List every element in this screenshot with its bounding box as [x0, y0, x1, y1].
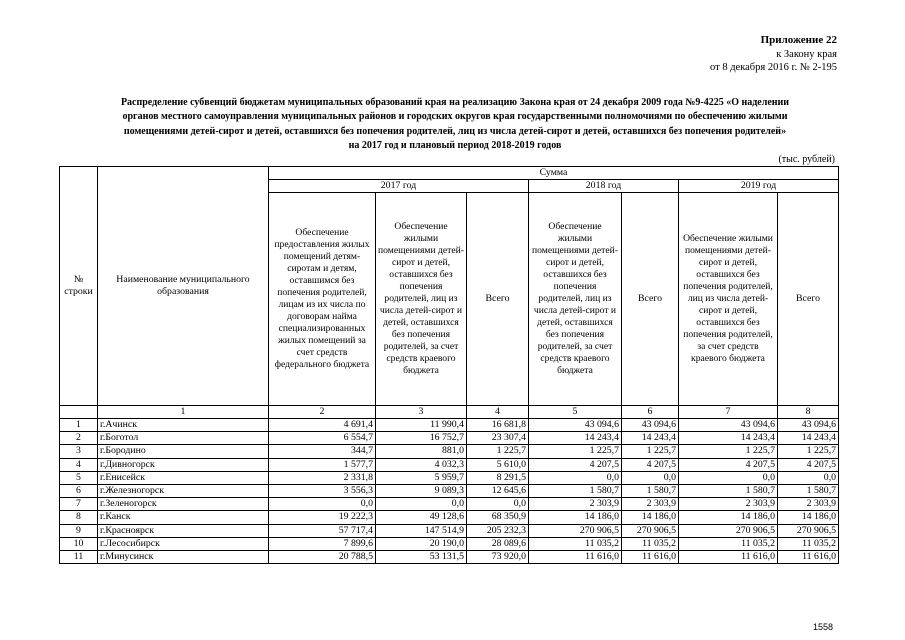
table-row [60, 524, 839, 537]
row-number: 10 [60, 537, 98, 550]
cell-2018-total: 2 303,9 [622, 498, 679, 511]
cell-2018-regional: 1 580,7 [529, 484, 622, 497]
column-number: 1 [98, 406, 269, 419]
cell-2017-federal: 20 788,5 [269, 550, 376, 563]
table-row [60, 484, 839, 497]
cell-2019-total: 14 243,4 [778, 432, 839, 445]
cell-2019-total: 11 035,2 [778, 537, 839, 550]
cell-2017-total: 5 610,0 [467, 458, 529, 471]
table-row [60, 550, 839, 563]
cell-2017-regional: 49 128,6 [376, 511, 467, 524]
cell-2017-federal: 0,0 [269, 498, 376, 511]
header-2017-total: Всего [467, 193, 529, 406]
municipality-name: г.Енисейск [98, 471, 269, 484]
row-number: 6 [60, 484, 98, 497]
cell-2017-federal: 3 556,3 [269, 484, 376, 497]
cell-2019-regional: 14 186,0 [679, 511, 778, 524]
header-2018-total: Всего [622, 193, 679, 406]
cell-2018-regional: 14 243,4 [529, 432, 622, 445]
cell-2017-regional: 5 959,7 [376, 471, 467, 484]
cell-2019-total: 2 303,9 [778, 498, 839, 511]
header-2019-regional: Обеспечение жилыми помещениями детей-сирот и детей, оставшихся без попечения родителей, лиц из числа детей-сирот и детей, оставшихся без попечения родителей, за счет средств краевого бюджета [679, 193, 778, 406]
cell-2017-total: 73 920,0 [467, 550, 529, 563]
cell-2019-total: 1 580,7 [778, 484, 839, 497]
title-line-1: Распределение субвенций бюджетам муниципальных образований края на реализацию Закона края от 24 декабря 2009 года №9-4225 «О наделении [120, 97, 790, 108]
cell-2018-regional: 14 186,0 [529, 511, 622, 524]
cell-2018-total: 11 616,0 [622, 550, 679, 563]
cell-2019-regional: 11 035,2 [679, 537, 778, 550]
table-row [60, 471, 839, 484]
cell-2019-regional: 14 243,4 [679, 432, 778, 445]
cell-2017-total: 8 291,5 [467, 471, 529, 484]
cell-2017-federal: 7 899,6 [269, 537, 376, 550]
cell-2018-regional: 1 225,7 [529, 445, 622, 458]
column-number-row [60, 406, 839, 419]
cell-2017-regional: 11 990,4 [376, 419, 467, 432]
cell-2019-total: 270 906,5 [778, 524, 839, 537]
cell-2019-regional: 0,0 [679, 471, 778, 484]
cell-2017-total: 28 089,6 [467, 537, 529, 550]
column-number: 7 [679, 406, 778, 419]
cell-2019-total: 0,0 [778, 471, 839, 484]
column-number: 5 [529, 406, 622, 419]
cell-2018-total: 1 225,7 [622, 445, 679, 458]
column-number: 3 [376, 406, 467, 419]
cell-2019-regional: 43 094,6 [679, 419, 778, 432]
header-year-2018: 2018 год [529, 180, 679, 193]
column-number: 8 [778, 406, 839, 419]
municipality-name: г.Ачинск [98, 419, 269, 432]
table-row [60, 445, 839, 458]
municipality-name: г.Железногорск [98, 484, 269, 497]
cell-2018-total: 14 186,0 [622, 511, 679, 524]
cell-2018-regional: 11 616,0 [529, 550, 622, 563]
table-row [60, 498, 839, 511]
cell-2017-federal: 19 222,3 [269, 511, 376, 524]
header-sum: Сумма [269, 167, 839, 180]
column-number: 6 [622, 406, 679, 419]
column-number: 4 [467, 406, 529, 419]
page-number: 1558 [812, 622, 833, 632]
row-number: 1 [60, 419, 98, 432]
municipality-name: г.Дивногорск [98, 458, 269, 471]
cell-2017-regional: 147 514,9 [376, 524, 467, 537]
cell-2018-total: 4 207,5 [622, 458, 679, 471]
cell-2017-regional: 16 752,7 [376, 432, 467, 445]
header-year-2017: 2017 год [269, 180, 529, 193]
cell-2017-federal: 4 691,4 [269, 419, 376, 432]
appendix-date: от 8 декабря 2016 г. № 2-195 [710, 62, 837, 73]
municipality-name: г.Боготол [98, 432, 269, 445]
table-row [60, 537, 839, 550]
cell-2019-total: 14 186,0 [778, 511, 839, 524]
table-row [60, 511, 839, 524]
row-number: 5 [60, 471, 98, 484]
appendix-law: к Закону края [776, 48, 837, 60]
header-2017-regional: Обеспечение жилыми помещениями детей-сирот и детей, оставшихся без попечения родителей, лиц из числа детей-сирот и детей, оставшихся без попечения родителей, за счет средств краевого бюджета [376, 193, 467, 406]
column-number-blank [60, 406, 98, 419]
municipality-name: г.Зеленогорск [98, 498, 269, 511]
cell-2017-regional: 20 190,0 [376, 537, 467, 550]
cell-2017-federal: 2 331,8 [269, 471, 376, 484]
cell-2018-total: 11 035,2 [622, 537, 679, 550]
municipality-name: г.Минусинск [98, 550, 269, 563]
title-line-2: органов местного самоуправления муниципальных районов и городских округов края государственными полномочиями по обеспечению жилыми [122, 111, 788, 123]
cell-2019-regional: 4 207,5 [679, 458, 778, 471]
cell-2018-regional: 2 303,9 [529, 498, 622, 511]
cell-2019-total: 4 207,5 [778, 458, 839, 471]
cell-2017-federal: 57 717,4 [269, 524, 376, 537]
cell-2018-regional: 43 094,6 [529, 419, 622, 432]
cell-2017-regional: 9 089,3 [376, 484, 467, 497]
row-number: 4 [60, 458, 98, 471]
cell-2017-regional: 53 131,5 [376, 550, 467, 563]
cell-2017-federal: 6 554,7 [269, 432, 376, 445]
municipality-name: г.Красноярск [98, 524, 269, 537]
header-municipality-name: Наименование муниципального образования [98, 167, 269, 406]
row-number: 2 [60, 432, 98, 445]
cell-2019-regional: 11 616,0 [679, 550, 778, 563]
document-title [75, 96, 835, 153]
title-line-4: на 2017 год и плановый период 2018-2019 годов [348, 139, 562, 151]
cell-2017-federal: 344,7 [269, 445, 376, 458]
cell-2018-total: 1 580,7 [622, 484, 679, 497]
cell-2019-total: 43 094,6 [778, 419, 839, 432]
column-number: 2 [269, 406, 376, 419]
cell-2018-regional: 0,0 [529, 471, 622, 484]
cell-2017-regional: 4 032,3 [376, 458, 467, 471]
cell-2017-total: 68 350,9 [467, 511, 529, 524]
cell-2018-regional: 11 035,2 [529, 537, 622, 550]
cell-2019-regional: 270 906,5 [679, 524, 778, 537]
header-2019-total: Всего [778, 193, 839, 406]
title-line-3: помещениями детей-сирот и детей, оставшихся без попечения родителей, лиц из числа детей-сирот и детей, оставшихся без попечения родителей» [123, 125, 787, 137]
cell-2018-total: 14 243,4 [622, 432, 679, 445]
header-row-number: № строки [60, 167, 98, 406]
municipality-name: г.Бородино [98, 445, 269, 458]
cell-2018-total: 0,0 [622, 471, 679, 484]
row-number: 3 [60, 445, 98, 458]
header-year-2019: 2019 год [679, 180, 839, 193]
cell-2017-total: 12 645,6 [467, 484, 529, 497]
cell-2019-total: 1 225,7 [778, 445, 839, 458]
appendix-block [710, 34, 837, 75]
cell-2019-total: 11 616,0 [778, 550, 839, 563]
row-number: 11 [60, 550, 98, 563]
appendix-title: Приложение 22 [760, 34, 837, 46]
row-number: 9 [60, 524, 98, 537]
table-row [60, 419, 839, 432]
table-row [60, 432, 839, 445]
cell-2017-regional: 881,0 [376, 445, 467, 458]
cell-2017-total: 23 307,4 [467, 432, 529, 445]
units-label: (тыс. рублей) [778, 154, 835, 165]
cell-2019-regional: 1 225,7 [679, 445, 778, 458]
cell-2017-federal: 1 577,7 [269, 458, 376, 471]
cell-2017-total: 1 225,7 [467, 445, 529, 458]
cell-2018-regional: 270 906,5 [529, 524, 622, 537]
cell-2019-regional: 1 580,7 [679, 484, 778, 497]
header-2017-federal: Обеспечение предоставления жилых помещений детям-сиротам и детям, оставшимся без попечения родителей, лицам из их числа по договорам найма специализированных жилых помещений за счет средств федерального бюджета [269, 193, 376, 406]
cell-2017-regional: 0,0 [376, 498, 467, 511]
municipality-name: г.Канск [98, 511, 269, 524]
cell-2018-total: 270 906,5 [622, 524, 679, 537]
cell-2017-total: 205 232,3 [467, 524, 529, 537]
row-number: 8 [60, 511, 98, 524]
cell-2018-regional: 4 207,5 [529, 458, 622, 471]
row-number: 7 [60, 498, 98, 511]
cell-2019-regional: 2 303,9 [679, 498, 778, 511]
table-row [60, 458, 839, 471]
header-2018-regional: Обеспечение жилыми помещениями детей-сирот и детей, оставшихся без попечения родителей, лиц из числа детей-сирот и детей, оставшихся без попечения родителей, за счет средств краевого бюджета [529, 193, 622, 406]
municipality-name: г.Лесосибирск [98, 537, 269, 550]
subsidy-table [59, 166, 839, 564]
cell-2017-total: 0,0 [467, 498, 529, 511]
cell-2017-total: 16 681,8 [467, 419, 529, 432]
cell-2018-total: 43 094,6 [622, 419, 679, 432]
